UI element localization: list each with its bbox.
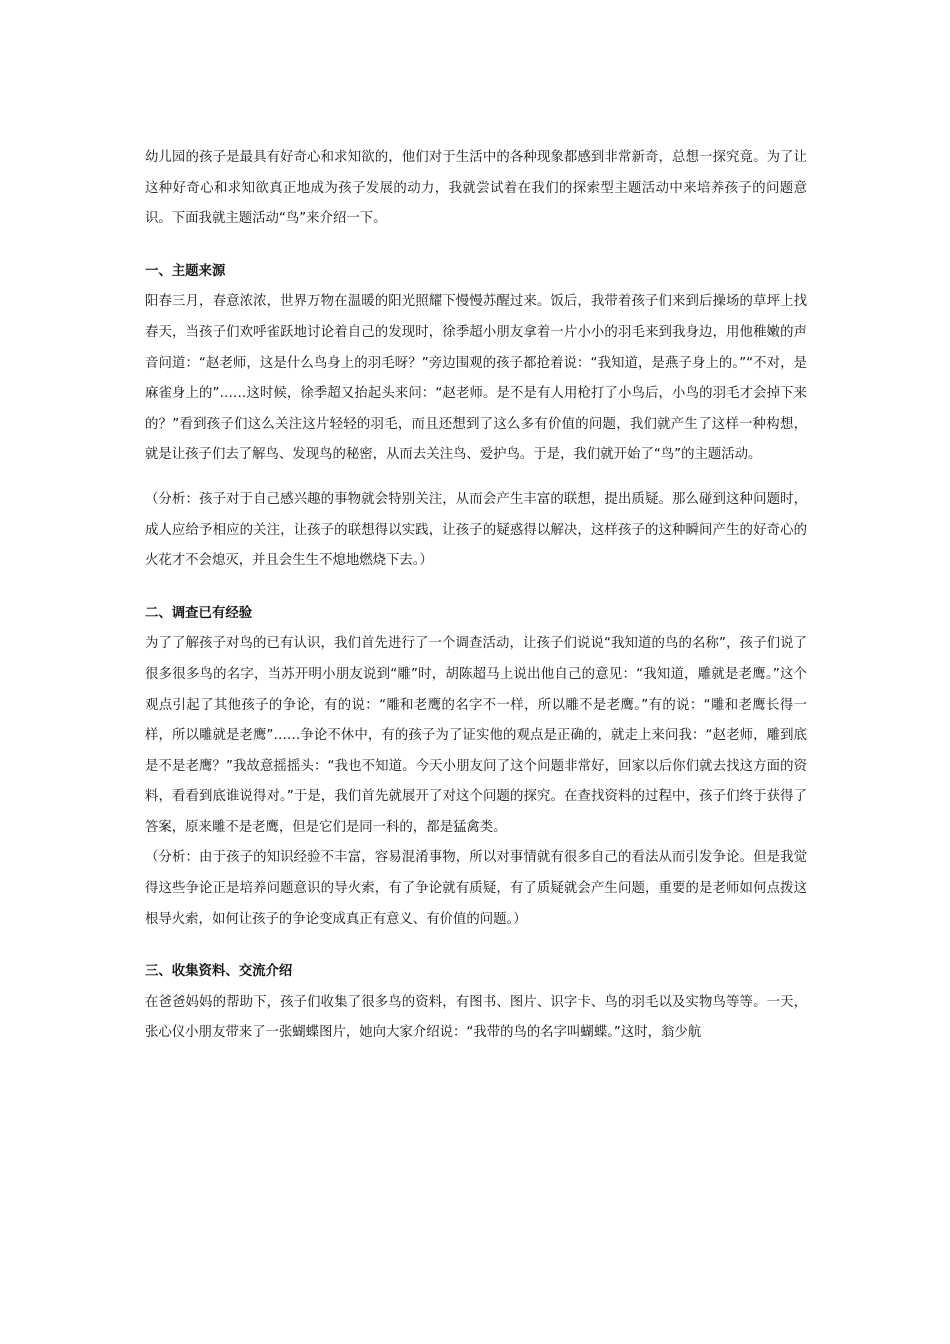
section-body-source: 阳春三月，春意浓浓，世界万物在温暖的阳光照耀下慢慢苏醒过来。饭后，我带着孩子们来到后操场的草坪上找春天，当孩子们欢呼雀跃地讨论着自己的发现时，徐季超小朋友拿着一片小小的羽毛来到我身边，用他稚嫩的声音问道：“赵老师，这是什么鸟身上的羽毛呀？”旁边围观的孩子都抢着说：“我知道，是燕子身上的。”“不对，是麻雀身上的”……这时候，徐季超又抬起头来问：“赵老师。是不是有人用枪打了小鸟后，小鸟的羽毛才会掉下来的？”看到孩子们这么关注这片轻轻的羽毛，而且还想到了这么多有价值的问题，我们就产生了这样一种构想，就是让孩子们去了解鸟、发现鸟的秘密，从而去关注鸟、爱护鸟。于是，我们就开始了“鸟”的主题活动。 (145, 294, 807, 463)
section-heading-survey: 二、调查已有经验 (145, 605, 253, 621)
spacer (145, 235, 807, 257)
section-body-survey: 为了了解孩子对鸟的已有认识，我们首先进行了一个调查活动，让孩子们说说“我知道的鸟的名称”，孩子们说了很多很多鸟的名字，当苏开明小朋友说到“雕”时，胡陈超马上说出他自己的意见：“我知道，雕就是老鹰。”这个观点引起了其他孩子的争论，有的说：“雕和老鹰的名字不一样，所以雕不是老鹰。”有的说：“雕和老鹰长得一样，所以雕就是老鹰”……争论不休中，有的孩子为了证实他的观点是正确的，就走上来问我：“赵老师，雕到底是不是老鹰？”我故意摇摇头：“我也不知道。今天小朋友问了这个问题非常好，回家以后你们就去找这方面的资料，看看到底谁说得对。”于是，我们首先就展开了对这个问题的探究。在查找资料的过程中，孩子们终于获得了答案，原来雕不是老鹰，但是它们是同一科的，都是猛禽类。 (145, 636, 807, 835)
section-heading-source: 一、主题来源 (145, 263, 226, 279)
analysis-paragraph-survey: （分析：由于孩子的知识经验不丰富，容易混淆事物，所以对事情就有很多自己的看法从而引发争论。但是我觉得这些争论正是培养问题意识的导火索，有了争论就有质疑，有了质疑就会产生问题，重要的是老师如何点拨这根导火索，如何让孩子的争论变成真正有意义、有价值的问题。） (145, 850, 807, 927)
section-heading-collect: 三、收集资料、交流介绍 (145, 964, 293, 980)
analysis-paragraph-source: （分析：孩子对于自己感兴趣的事物就会特别关注，从而会产生丰富的联想，提出质疑。那么碰到这种问题时，成人应给予相应的关注，让孩子的联想得以实践，让孩子的疑惑得以解决，这样孩子的这种瞬间产生的好奇心的火花才不会熄灭，并且会生生不熄地燃烧下去。） (145, 491, 807, 569)
document-body (145, 143, 807, 1049)
spacer (145, 471, 807, 485)
section-body-collect: 在爸爸妈妈的帮助下，孩子们收集了很多鸟的资料，有图书、图片、识字卡、鸟的羽毛以及实物鸟等等。一天，张心仪小朋友带来了一张蝴蝶图片，她向大家介绍说：“我带的鸟的名字叫蝴蝶。”这时，翁少航 (145, 994, 807, 1041)
spacer (145, 577, 807, 599)
intro-paragraph: 幼儿园的孩子是最具有好奇心和求知欲的，他们对于生活中的各种现象都感到非常新奇，总想一探究竟。为了让这种好奇心和求知欲真正地成为孩子发展的动力，我就尝试着在我们的探索型主题活动中来培养孩子的问题意识。下面我就主题活动“鸟”来介绍一下。 (145, 150, 807, 227)
spacer (145, 935, 807, 957)
